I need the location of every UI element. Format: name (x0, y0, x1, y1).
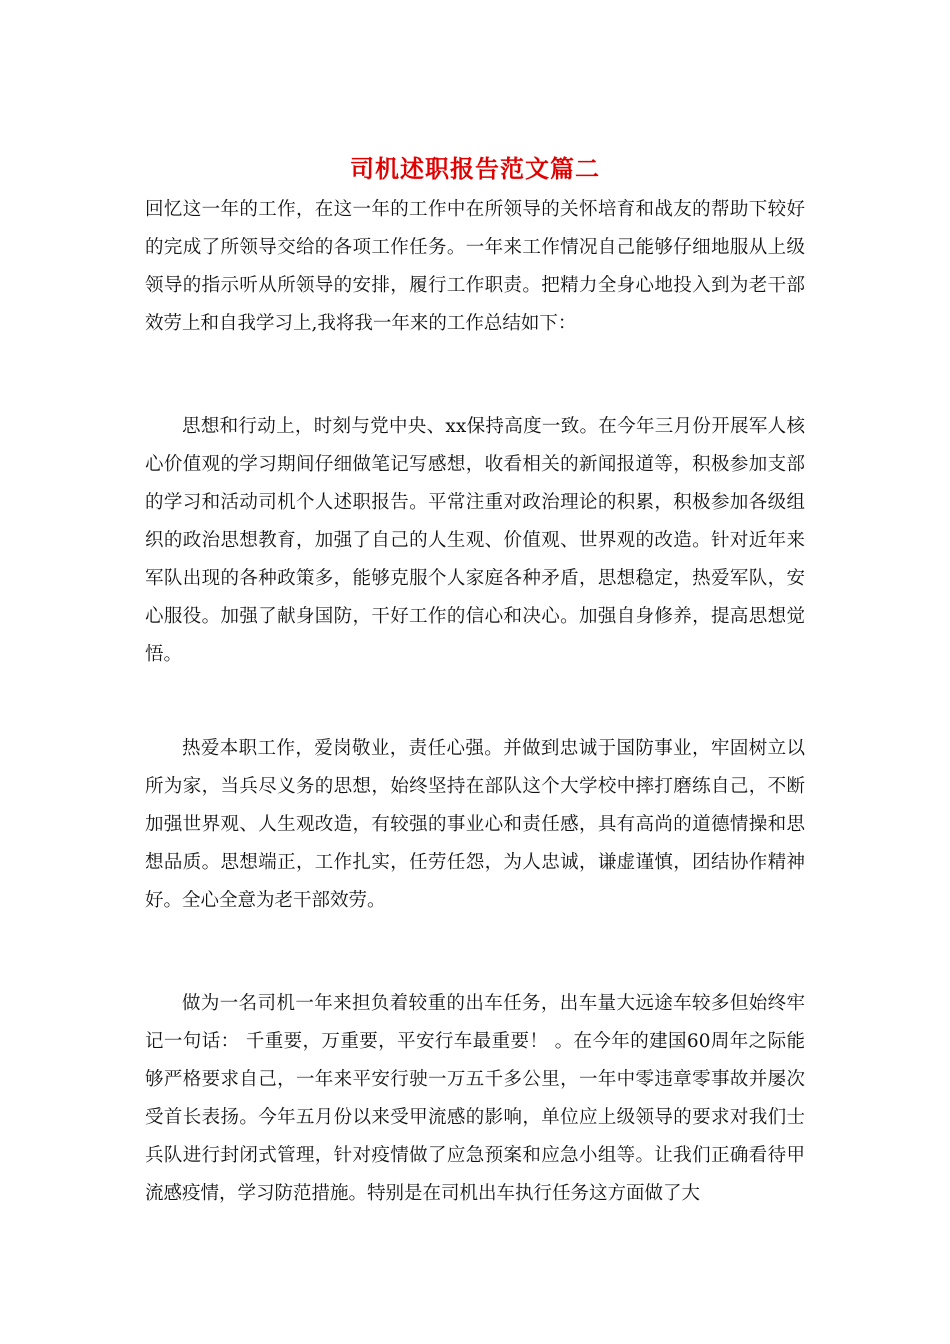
paragraph-intro: 回忆这一年的工作，在这一年的工作中在所领导的关怀培育和战友的帮助下较好的完成了所领导交给的各项工作任务。一年来工作情况自己能够仔细地服从上级领导的指示听从所领导的安排，履行工作职责。把精力全身心地投入到为老干部效劳上和自我学习上,我将我一年来的工作总结如下： (145, 199, 805, 334)
paragraph-dedication: 热爱本职工作，爱岗敬业，责任心强。并做到忠诚于国防事业，牢固树立以所为家，当兵尽义务的思想，始终坚持在部队这个大学校中摔打磨练自己，不断加强世界观、人生观改造，有较强的事业心和责任感，具有高尚的道德情操和思想品质。思想端正，工作扎实，任劳任怨，为人忠诚，谦虚谨慎，团结协作精神好。全心全意为老干部效劳。 (145, 738, 805, 911)
paragraph-ideology: 思想和行动上，时刻与党中央、xx保持高度一致。在今年三月份开展军人核心价值观的学习期间仔细做笔记写感想，收看相关的新闻报道等，积极参加支部的学习和活动司机个人述职报告。平常注重对政治理论的积累，积极参加各级组织的政治思想教育，加强了自己的人生观、价值观、世界观的改造。针对近年来军队出现的各种政策多，能够克服个人家庭各种矛盾，思想稳定，热爱军队，安心服役。加强了献身国防，干好工作的信心和决心。加强自身修养，提高思想觉悟。 (145, 416, 805, 665)
paragraph-driving-duties: 做为一名司机一年来担负着较重的出车任务，出车量大远途车较多但始终牢记一句话： 千重要，万重要，平安行车最重要！ 。在今年的建国60周年之际能够严格要求自己，一年来平安行驶一万五千多公里，一年中零违章零事故并屡次受首长表扬。今年五月份以来受甲流感的影响，单位应上级领导的要求对我们士兵队进行封闭式管理，针对疫情做了应急预案和应急小组等。让我们正确看待甲流感疫情，学习防范措施。特别是在司机出车执行任务这方面做了大 (145, 993, 805, 1204)
document-title: 司机述职报告范文篇二 (350, 154, 600, 183)
